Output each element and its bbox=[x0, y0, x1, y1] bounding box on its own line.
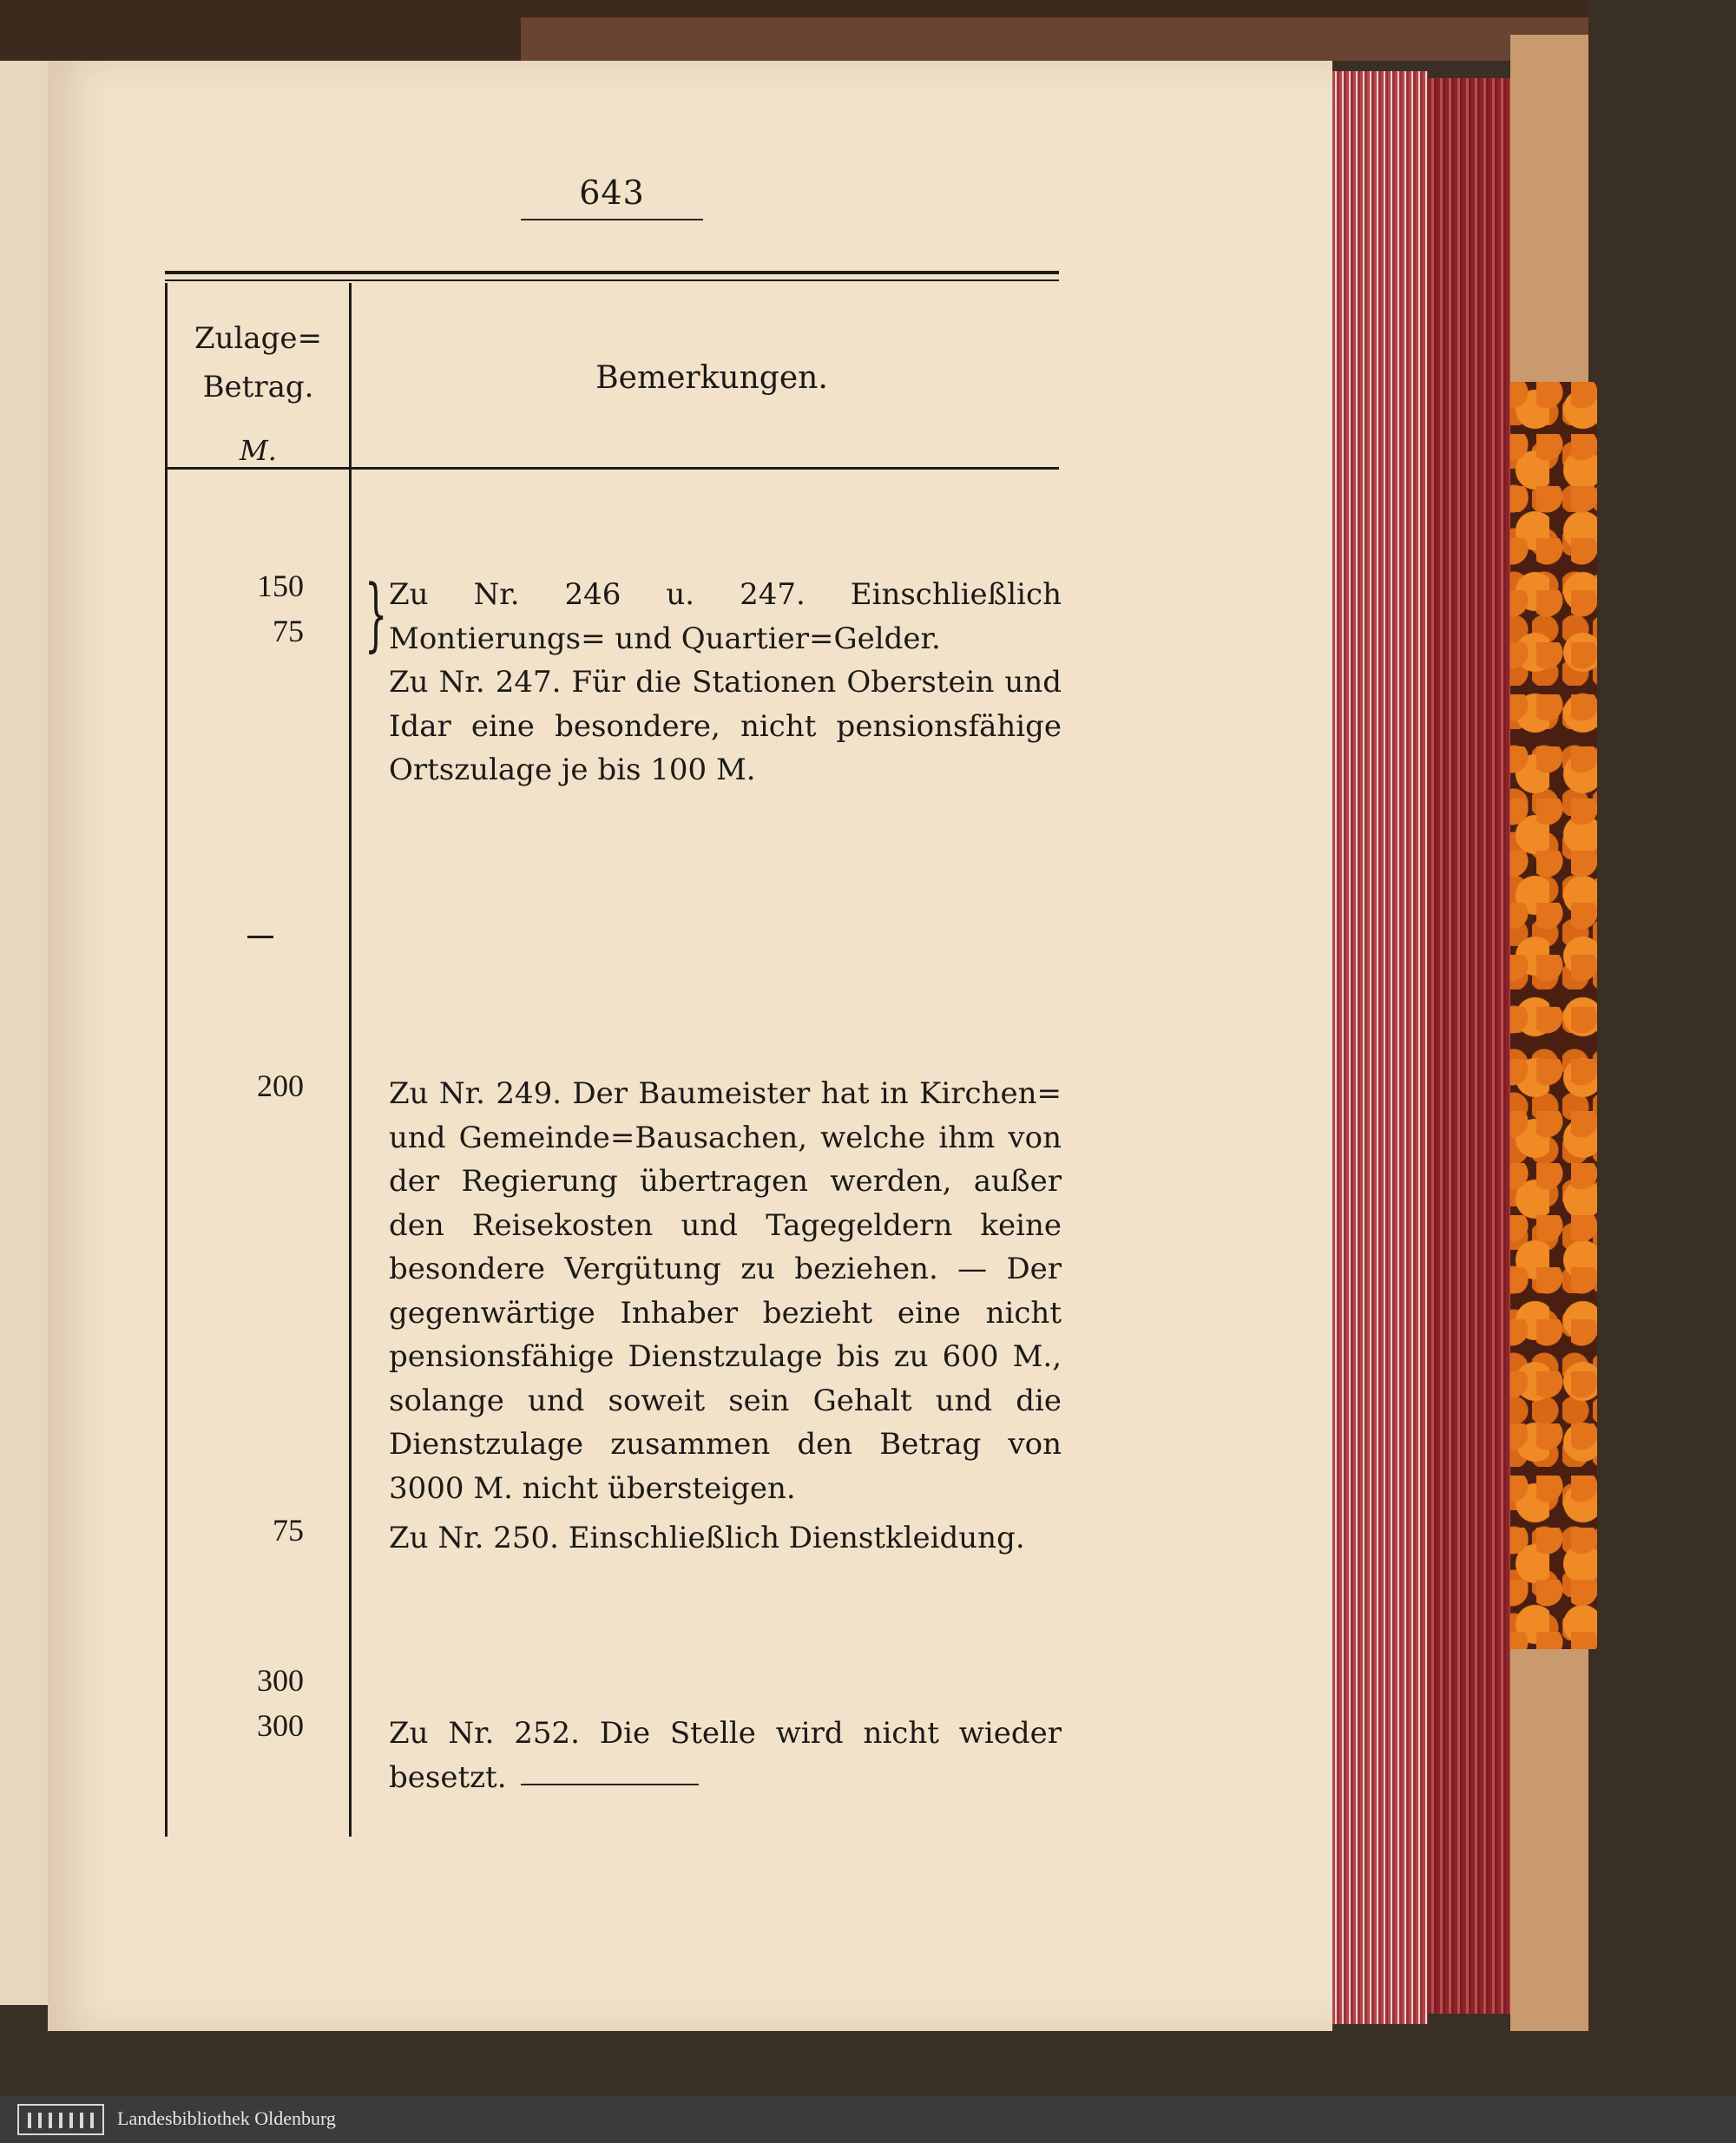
curly-brace: } bbox=[365, 568, 388, 661]
amount-75: 75 bbox=[273, 614, 304, 648]
page-block-edge-dark bbox=[1428, 78, 1510, 2014]
footer-library-name: Landesbibliothek Oldenburg bbox=[117, 2107, 336, 2129]
book-cover-top bbox=[0, 0, 1588, 62]
amount-300-second: 300 bbox=[257, 1708, 304, 1743]
table-left-border bbox=[165, 283, 168, 1837]
header-zulage-betrag bbox=[174, 314, 343, 411]
table-top-rule-thin bbox=[165, 279, 1059, 281]
page-block-edge bbox=[1332, 71, 1428, 2024]
page-number: 643 bbox=[579, 174, 645, 212]
amount-75-dienstkleidung: 75 bbox=[273, 1513, 304, 1548]
header-unit-mark: M. bbox=[240, 434, 277, 467]
amount-dash bbox=[247, 936, 273, 938]
library-building-icon bbox=[17, 2104, 104, 2135]
amount-150: 150 bbox=[257, 569, 304, 603]
amount-200: 200 bbox=[257, 1068, 304, 1103]
end-rule bbox=[521, 1784, 699, 1785]
header-bemerkungen: Bemerkungen. bbox=[595, 360, 828, 396]
note-252: Zu Nr. 252. Die Stelle wird nicht wieder besetzt. bbox=[389, 1716, 1062, 1795]
page-number-rule bbox=[521, 219, 703, 220]
spine-strip bbox=[521, 17, 1588, 61]
note-249: Zu Nr. 249. Der Baumeister hat in Kirchen= und Gemeinde=Bausachen, welche ihm von der Regierung übertragen werden, außer den Reisekosten und Tagegeldern keine besondere Vergütung zu beziehen. — Der gegenwärtige Inhaber bezieht eine nicht pensionsfähige Dienstzulage bis zu 600 M., solange und soweit sein Gehalt und die Dienstzulage zusammen den Betrag von 3000 M. nicht übersteigen. bbox=[389, 1076, 1062, 1506]
note-250: Zu Nr. 250. Einschließlich Dienstkleidung. bbox=[389, 1521, 1025, 1555]
table-column-divider bbox=[349, 283, 352, 1837]
note-246-247: Zu Nr. 246 u. 247. Einschließlich Montierungs= und Quartier=Gelder. bbox=[389, 577, 1062, 656]
header-zulage-line2: Betrag. bbox=[202, 370, 314, 404]
table-header-rule bbox=[165, 467, 1059, 470]
amount-300-first: 300 bbox=[257, 1663, 304, 1698]
table-top-rule bbox=[165, 271, 1059, 274]
note-247: Zu Nr. 247. Für die Stationen Oberstein und Idar eine besondere, nicht pensionsfähige Ortszulage je bis 100 M. bbox=[389, 665, 1062, 787]
marbled-cover bbox=[1502, 382, 1597, 1649]
header-zulage-line1: Zulage= bbox=[194, 321, 323, 356]
